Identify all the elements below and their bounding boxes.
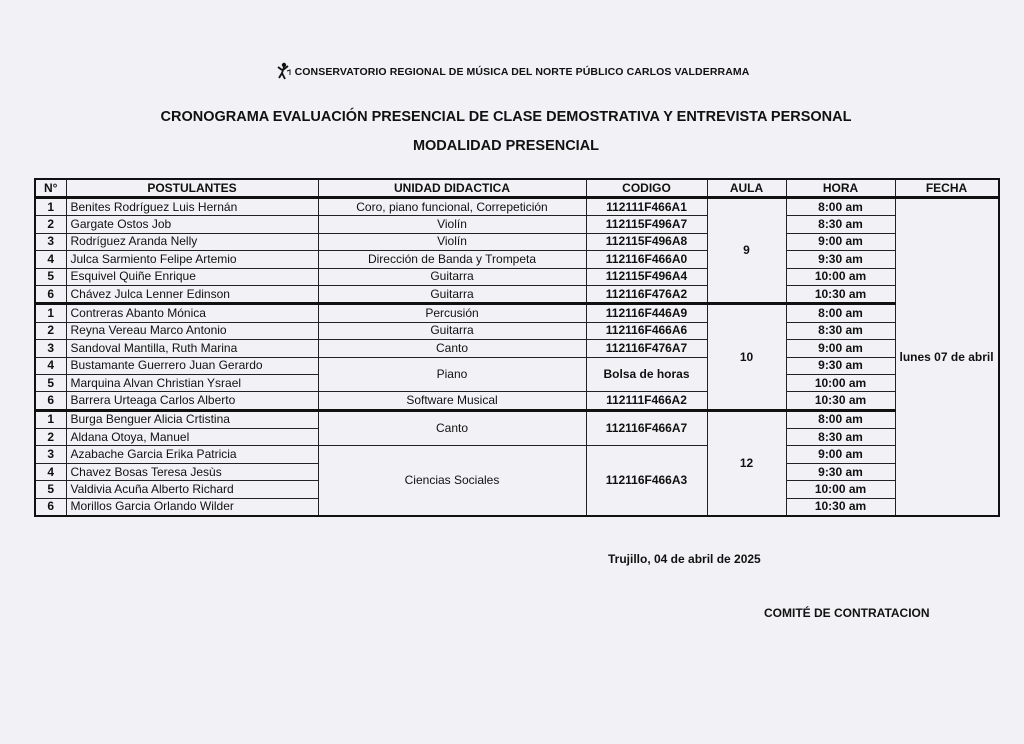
unit-code: 112116F476A7: [586, 340, 707, 357]
classroom: 10: [707, 304, 786, 410]
column-header: CODIGO: [586, 179, 707, 198]
table-row: [35, 446, 999, 463]
column-header: HORA: [786, 179, 895, 198]
column-header: N°: [35, 179, 66, 198]
time-slot: 8:00 am: [786, 304, 895, 322]
row-number: 6: [35, 285, 66, 303]
committee-signature: COMITÉ DE CONTRATACION: [764, 606, 930, 620]
unit-code: 112111F466A1: [586, 198, 707, 216]
row-number: 4: [35, 463, 66, 480]
column-header: AULA: [707, 179, 786, 198]
time-slot: 10:30 am: [786, 498, 895, 516]
time-slot: 8:00 am: [786, 410, 895, 428]
unit-code: Bolsa de horas: [586, 357, 707, 392]
document-subtitle: MODALIDAD PRESENCIAL: [412, 138, 600, 154]
row-number: 1: [35, 410, 66, 428]
didactic-unit: Percusión: [318, 304, 586, 322]
unit-code: 112116F446A9: [586, 304, 707, 322]
row-number: 6: [35, 498, 66, 516]
time-slot: 9:30 am: [786, 251, 895, 268]
exam-date: lunes 07 de abril: [895, 198, 999, 517]
table-row: [35, 410, 999, 428]
time-slot: 10:30 am: [786, 392, 895, 410]
didactic-unit: Guitarra: [318, 285, 586, 303]
schedule-table: [34, 178, 1000, 517]
didactic-unit: Guitarra: [318, 268, 586, 285]
time-slot: 10:00 am: [786, 374, 895, 391]
time-slot: 8:30 am: [786, 322, 895, 339]
time-slot: 9:00 am: [786, 233, 895, 250]
applicant-name: Julca Sarmiento Felipe Artemio: [66, 251, 318, 268]
applicant-name: Azabache Garcia Erika Patricia: [66, 446, 318, 463]
table-row: [35, 268, 999, 285]
didactic-unit: Guitarra: [318, 322, 586, 339]
applicant-name: Rodríguez Aranda Nelly: [66, 233, 318, 250]
applicant-name: Contreras Abanto Mónica: [66, 304, 318, 322]
applicant-name: Bustamante Guerrero Juan Gerardo: [66, 357, 318, 374]
time-slot: 8:30 am: [786, 216, 895, 233]
column-header: POSTULANTES: [66, 179, 318, 198]
time-slot: 9:00 am: [786, 446, 895, 463]
row-number: 5: [35, 374, 66, 391]
institution-name: CONSERVATORIO REGIONAL DE MÚSICA DEL NORTE PÚBLICO CARLOS VALDERRAMA: [294, 66, 750, 78]
applicant-name: Reyna Vereau Marco Antonio: [66, 322, 318, 339]
didactic-unit: Canto: [318, 340, 586, 357]
didactic-unit: Coro, piano funcional, Correpetición: [318, 198, 586, 216]
document-title: CRONOGRAMA EVALUACIÓN PRESENCIAL DE CLASE DEMOSTRATIVA Y ENTREVISTA PERSONAL: [160, 109, 852, 125]
unit-code: 112116F466A7: [586, 410, 707, 446]
didactic-unit: Ciencias Sociales: [318, 446, 586, 516]
table-row: [35, 304, 999, 322]
didactic-unit: Canto: [318, 410, 586, 446]
unit-code: 112115F496A4: [586, 268, 707, 285]
row-number: 2: [35, 429, 66, 446]
time-slot: 10:30 am: [786, 285, 895, 303]
applicant-name: Sandoval Mantilla, Ruth Marina: [66, 340, 318, 357]
time-slot: 9:00 am: [786, 340, 895, 357]
row-number: 4: [35, 251, 66, 268]
classroom: 9: [707, 198, 786, 304]
didactic-unit: Violín: [318, 216, 586, 233]
applicant-name: Benites Rodríguez Luis Hernán: [66, 198, 318, 216]
applicant-name: Gargate Ostos Job: [66, 216, 318, 233]
classroom: 12: [707, 410, 786, 516]
column-header: FECHA: [895, 179, 999, 198]
row-number: 1: [35, 198, 66, 216]
time-slot: 8:00 am: [786, 198, 895, 216]
didactic-unit: Dirección de Banda y Trompeta: [318, 251, 586, 268]
time-slot: 9:30 am: [786, 357, 895, 374]
didactic-unit: Software Musical: [318, 392, 586, 410]
institution-header: [0, 62, 1024, 80]
unit-code: 112115F496A7: [586, 216, 707, 233]
time-slot: 10:00 am: [786, 481, 895, 498]
conductor-logo-icon: [275, 62, 291, 80]
table-row: [35, 340, 999, 357]
table-row: [35, 216, 999, 233]
table-row: [35, 251, 999, 268]
didactic-unit: Violín: [318, 233, 586, 250]
row-number: 3: [35, 340, 66, 357]
applicant-name: Valdivia Acuña Alberto Richard: [66, 481, 318, 498]
applicant-name: Chavez Bosas Teresa Jesùs: [66, 463, 318, 480]
row-number: 3: [35, 446, 66, 463]
row-number: 3: [35, 233, 66, 250]
table-header-row: [35, 179, 999, 198]
unit-code: 112116F476A2: [586, 285, 707, 303]
row-number: 4: [35, 357, 66, 374]
unit-code: 112116F466A0: [586, 251, 707, 268]
column-header: UNIDAD DIDACTICA: [318, 179, 586, 198]
row-number: 5: [35, 268, 66, 285]
applicant-name: Barrera Urteaga Carlos Alberto: [66, 392, 318, 410]
table-row: [35, 322, 999, 339]
table-row: [35, 198, 999, 216]
applicant-name: Morillos Garcia Orlando Wilder: [66, 498, 318, 516]
table-row: [35, 392, 999, 410]
table-row: [35, 233, 999, 250]
time-slot: 10:00 am: [786, 268, 895, 285]
applicant-name: Esquivel Quiñe Enrique: [66, 268, 318, 285]
row-number: 2: [35, 322, 66, 339]
applicant-name: Marquina Alvan Christian Ysrael: [66, 374, 318, 391]
applicant-name: Aldana Otoya, Manuel: [66, 429, 318, 446]
applicant-name: Burga Benguer Alicia Crtistina: [66, 410, 318, 428]
unit-code: 112115F496A8: [586, 233, 707, 250]
didactic-unit: Piano: [318, 357, 586, 392]
row-number: 1: [35, 304, 66, 322]
time-slot: 9:30 am: [786, 463, 895, 480]
row-number: 2: [35, 216, 66, 233]
unit-code: 112116F466A3: [586, 446, 707, 516]
unit-code: 112111F466A2: [586, 392, 707, 410]
row-number: 5: [35, 481, 66, 498]
row-number: 6: [35, 392, 66, 410]
table-row: [35, 285, 999, 303]
time-slot: 8:30 am: [786, 429, 895, 446]
table-row: [35, 357, 999, 374]
applicant-name: Chávez Julca Lenner Edinson: [66, 285, 318, 303]
unit-code: 112116F466A6: [586, 322, 707, 339]
place-and-date: Trujillo, 04 de abril de 2025: [608, 552, 761, 566]
